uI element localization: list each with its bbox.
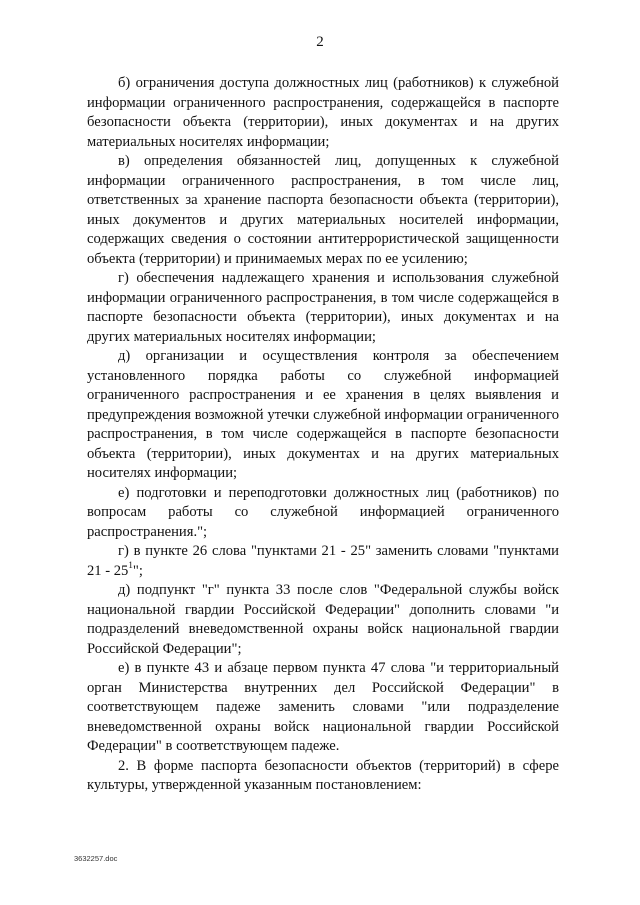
amendment-g-text: г) в пункте 26 слова "пунктами 21 - 25" заменить словами "пунктами 21 - 25: [87, 543, 559, 579]
amendment-g-superscript: 1: [128, 559, 133, 570]
section-2: 2. В форме паспорта безопасности объектов (территорий) в сфере культуры, утвержденной указанным постановлением:: [87, 757, 559, 793]
document-body: [87, 74, 559, 796]
amendment-e: е) в пункте 43 и абзаце первом пункта 47 слова "и территориальный орган Министерства внутренних дел Российской Федерации" в соответствующем падеже заменить словами "или подразделение вневедомственной охраны войск национальной гвардии Российской Федерации" в соответствующем падеже.: [87, 660, 559, 754]
paragraph-e: е) подготовки и переподготовки должностных лиц (работников) по вопросам работы со служебной информацией ограниченного распространения.";: [87, 484, 559, 540]
amendment-d: д) подпункт "г" пункта 33 после слов "Федеральной службы войск национальной гвардии Российской Федерации" дополнить словами "и подразделений вневедомственной охраны войск национальной гвардии Российской Федерации";: [87, 582, 559, 657]
paragraph-d: д) организации и осуществления контроля за обеспечением установленного порядка работы со служебной информацией ограниченного распространения и ее хранения в целях выявления и предупреждения возможной утечки служебной информации ограниченного распространения, в том числе содержащейся в паспорте безопасности объекта (территории), иных документах и на других материальных носителях информации;: [87, 348, 559, 481]
amendment-g: [87, 542, 559, 581]
paragraph-b: б) ограничения доступа должностных лиц (работников) к служебной информации ограниченного распространения, содержащейся в паспорте безопасности объекта (территории), иных документах и на других материальных носителях информации;: [87, 75, 559, 150]
paragraph-v: в) определения обязанностей лиц, допущенных к служебной информации ограниченного распространения, в том числе лиц, ответственных за хранение паспорта безопасности объекта (территории), иных документов и других материальных носителей информации, содержащих сведения о состоянии антитеррористической защищенности объекта (территории) и принимаемых мерах по ее усилению;: [87, 153, 559, 267]
file-name-footer: 3632257.doc: [74, 854, 118, 863]
page-number: 2: [316, 34, 324, 50]
paragraph-g: г) обеспечения надлежащего хранения и использования служебной информации ограниченного распространения, в том числе содержащейся в паспорте безопасности объекта (территории), иных документах и на других материальных носителях информации;: [87, 270, 559, 345]
amendment-g-suffix: ";: [132, 562, 143, 579]
